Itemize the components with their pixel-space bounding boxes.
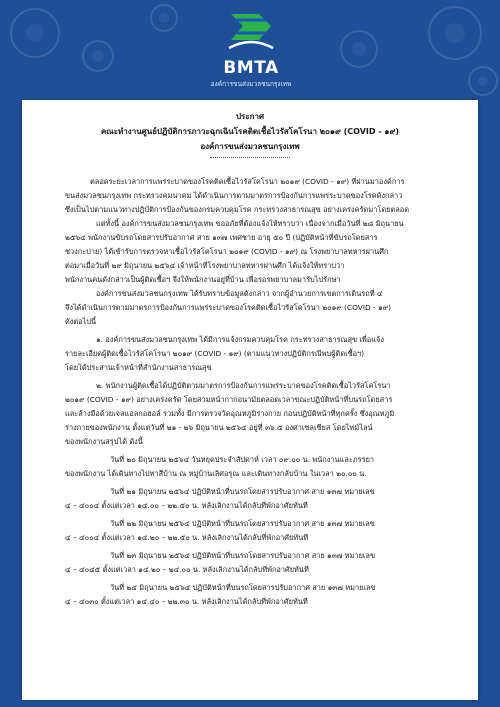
body-line: พนักงานคนดังกล่าวเป็นผู้ติดเชื้อฯ จึงให้พนักงานอยู่ที่บ้าน เพื่อรอรพยาบาลมารับไปรักษา (65, 275, 341, 284)
body-line: ๒๐๑๙ (COVID - ๑๙) อย่างเคร่งครัด โดยสวมหน้ากากอนามัยตลอดเวลาขณะปฏิบัติหน้าที่บนรถโดยสาร (65, 395, 393, 404)
body-line: ของพนักงาน ได้เดินทางไปทาสีบ้าน ณ หมู่บ้านเลิศอรุณ และเดินทางกลับบ้าน ในเวลา ๒๐.๐๐ น. (65, 469, 367, 478)
body-line: ตลอดระยะเวลาการแพร่ระบาดของโรคติดเชื้อไวรัสโคโรนา ๒๐๑๙ (COVID - ๑๙) ที่ผ่านมาองค์การ (90, 177, 405, 186)
body-line: และล้างมือด้วยเจลแอลกอฮอล์ รวมทั้ง มีการตรวจวัดอุณหภูมิร่างกาย ก่อนปฏิบัติหน้าที่ทุกครั้ง ซึ่งอุณหภูมิ (65, 409, 395, 418)
body-line: ร่างกายของพนักงาน ตั้งแต่วันที่ ๒๑ - ๒๖ มิถุนายน ๒๕๖๔ อยู่ที่ ๓๖.๕ องศาเซลเซียส โดยไทม์ไลน์ (65, 423, 373, 432)
virus-decoration (10, 8, 60, 58)
body-line: ซึ่งเป็นไปตามแนวทางปฏิบัติการป้องกันของกรมควบคุมโรค กระทรวงสาธารณสุข อย่างเคร่งครัดมาโดยตลอด (65, 205, 410, 214)
body-line: รายละเอียดผู้ติดเชื้อไวรัสโคโรนา ๒๐๑๙ (COVID - ๑๙) (ตามแนวทางปฏิบัติกรณีพบผู้ติดเชื้อฯ) (65, 349, 365, 358)
body-line: จึงได้ดำเนินการตามมาตรการป้องกันการแพร่ระบาดของโรคติดเชื้อไวรัสโคโรนา ๒๐๑๙ (COVID - ๑๙) (65, 303, 392, 312)
body-line: ๔ – ๔๐๔๕ ตั้งแต่เวลา ๑๔.๒๐ – ๒๔.๐๐ น. หลังเลิกงานได้กลับที่พักอาศัยทันที (65, 565, 309, 574)
body-line: ๔ – ๔๐๓๐ ตั้งแต่เวลา ๑๔.๔๐ – ๒๒.๓๐ น. หลังเลิกงานได้กลับที่พักอาศัยทันที (65, 597, 308, 606)
body-line: ๒๕๖๔ พนักงานขับรถโดยสารปรับอากาศ สาย ๑๓๗ เพศชาย อายุ ๕๐ ปี (ปฏิบัติหน้าที่ขับรถโดยสาร (65, 233, 378, 242)
body-line: วันที่ ๒๔ มิถุนายน ๒๕๖๔ ปฏิบัติหน้าที่บนรถโดยสารปรับอากาศ สาย ๑๓๗ หมายเลข (110, 583, 376, 592)
body-line: ๑. องค์การขนส่งมวลชนกรุงเทพ ได้มีการแจ้งกรมควบคุมโรค กระทรวงสาธารณสุข เพื่อแจ้ง (96, 335, 384, 344)
doc-heading: ประกาศ (235, 112, 265, 121)
virus-decoration (340, 30, 378, 68)
body-line: โดยได้ประสานเจ้าหน้าที่สำนักงานสาธารณสุข (65, 363, 212, 372)
virus-decoration (428, 6, 482, 60)
body-line: ของพนักงานสรุปได้ ดังนี้ (65, 437, 143, 446)
body-line: วันที่ ๒๑ มิถุนายน ๒๕๖๔ ปฏิบัติหน้าที่บนรถโดยสารปรับอากาศ สาย ๑๓๗ หมายเลข (110, 487, 375, 496)
body-line: ๔ – ๔๐๐๔ ตั้งแต่เวลา ๑๔.๒๐ – ๒๒.๕๐ น. หลังเลิกงานได้กลับที่พักอาศัยทันที (65, 533, 309, 542)
bmta-logo-icon (221, 6, 281, 56)
virus-decoration (150, 4, 178, 32)
bmta-logo (205, 6, 297, 94)
body-line: องค์การขนส่งมวลชนกรุงเทพ ได้รับทราบข้อมูลดังกล่าว จากผู้อำนวยการเขตการเดินรถที่ ๔ (96, 289, 383, 298)
body-line: ช่วงกะบ่าย) ได้เข้ารับการตรวจหาเชื้อไวรัสโคโรนา ๒๐๑๙ (COVID - ๑๙) ณ โรงพยาบาลทหารผ่านศึก (65, 247, 389, 256)
body-line: ดังต่อไปนี้ (65, 317, 97, 326)
doc-title: คณะทำงานศูนย์ปฏิบัติการภาวะฉุกเฉินโรคติดเชื้อไวรัสโคโรนา ๒๐๑๙ (COVID - ๑๙) (100, 127, 400, 136)
body-line: ขนส่งมวลชนกรุงเทพ กระทรวงคมนาคม ได้ดำเนินการตามมาตรการป้องกันการแพร่ระบาดของโรคดังกล่าว (65, 191, 403, 200)
body-line: วันที่ ๒๐ มิถุนายน ๒๕๖๔ วันหยุดประจำสัปดาห์ เวลา ๐๙.๐๐ น. พนักงานและภรรยา (110, 455, 375, 464)
logo-name: BMTA (223, 58, 279, 78)
logo-subtitle: องค์การขนส่งมวลชนกรุงเทพ (210, 80, 292, 88)
doc-org: องค์การขนส่งมวลชนกรุงเทพ (200, 142, 300, 151)
body-line: ๔ – ๔๐๐๔ ตั้งแต่เวลา ๑๔.๐๐ – ๒๒.๕๐ น. หลังเลิกงานได้กลับที่พักอาศัยทันที (65, 501, 308, 510)
body-line: วันที่ ๒๒ มิถุนายน ๒๕๖๔ ปฏิบัติหน้าที่บนรถโดยสารปรับอากาศ สาย ๑๓๗ หมายเลข (110, 519, 375, 528)
virus-decoration (468, 66, 498, 96)
body-line: วันที่ ๒๓ มิถุนายน ๒๕๖๔ ปฏิบัติหน้าที่บนรถโดยสารปรับอากาศ สาย ๑๓๗ หมายเลข (110, 551, 376, 560)
announcement-document (22, 100, 478, 700)
body-line: แต่ทั้งนี้ องค์การขนส่งมวลชนกรุงเทพ ขออภัยที่ต้องแจ้งให้ทราบว่า เนื่องจากเมื่อวันที่ ๒๘ มิถุนายน (96, 219, 404, 228)
body-line: ๒. พนักงานผู้ติดเชื้อได้ปฏิบัติตามมาตรการป้องกันการแพร่ระบาดของโรคติดเชื้อไวรัสโคโรนา (96, 381, 391, 390)
divider (210, 157, 290, 158)
body-line: ต่อมาเมื่อวันที่ ๒๙ มิถุนายน ๒๕๖๔ เจ้าหน้าที่โรงพยาบาลทหารผ่านศึก ได้แจ้งให้ทราบว่า (65, 261, 345, 270)
virus-decoration (82, 40, 114, 72)
